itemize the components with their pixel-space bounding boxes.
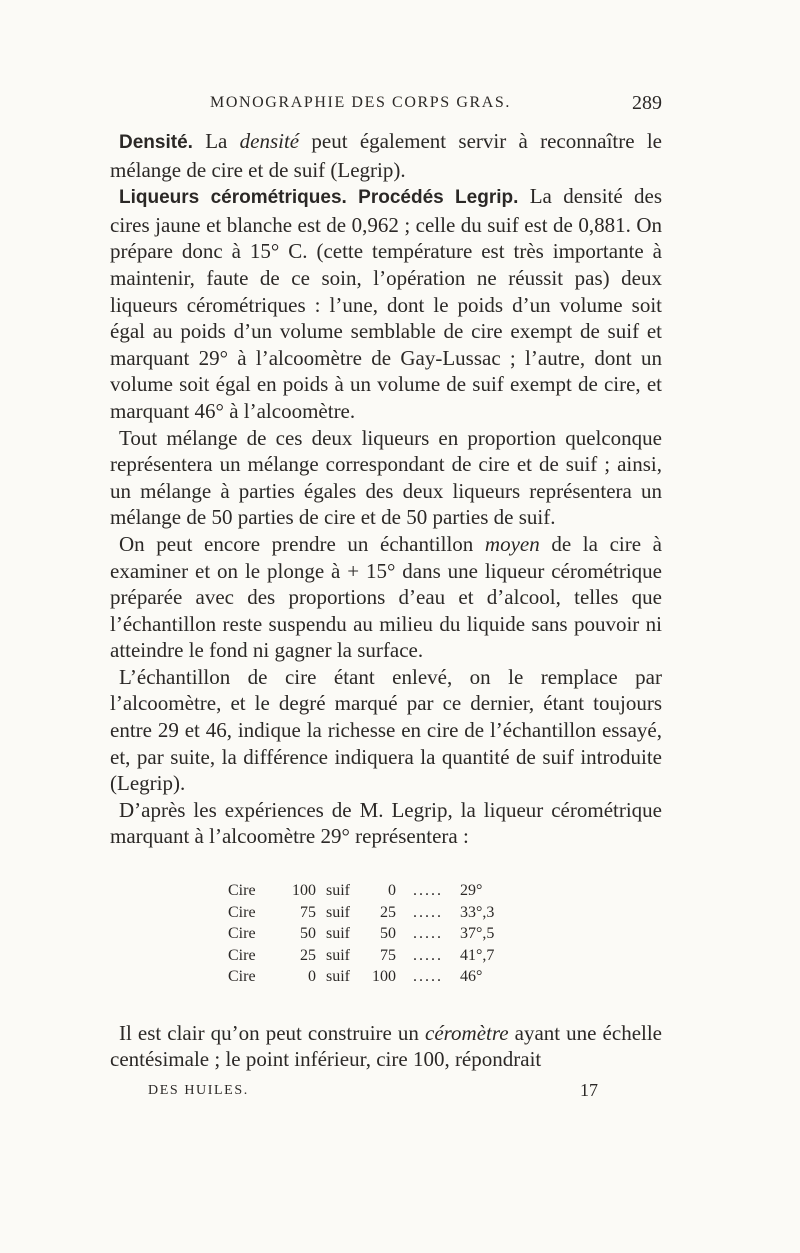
- leader-dots: .....: [413, 946, 443, 964]
- paragraph-experiences: D’après les expériences de M. Legrip, la liqueur cérométrique marquant à l’alcoomètre 29° représentera :: [110, 797, 662, 849]
- emphasis-text: céromètre: [425, 1020, 509, 1045]
- suif-value: 75: [380, 946, 396, 964]
- cire-value: 100: [292, 882, 316, 900]
- paragraph-text: Il est clair qu’on peut construire un: [119, 1020, 425, 1045]
- paragraph-text: peut également servir à reconnaître le mélange de cire et de suif (Legrip).: [110, 129, 662, 182]
- paragraph-melange: Tout mélange de ces deux liqueurs en proportion quelconque représentera un mélange correspondant de cire et de suif ; ainsi, un mélange à parties égales des deux liqueurs représentera un mélange de 50 parties de cire et de 50 parties de suif.: [110, 425, 662, 530]
- cire-value: 50: [300, 925, 316, 943]
- degree-value: 37°,5: [460, 925, 495, 943]
- paragraph-echantillon: [110, 531, 662, 664]
- paragraph-alcoometre: L’échantillon de cire étant enlevé, on le remplace par l’alcoomètre, et le degré marqué par ce dernier, étant toujours entre 29 et 46, indique la richesse en cire de l’échantillon essayé, et, par suite, la différence indiquera la quantité de suif introduite (Legrip).: [110, 664, 662, 796]
- cire-label: Cire: [228, 968, 256, 986]
- cire-value: 0: [308, 968, 316, 986]
- leader-dots: .....: [413, 925, 443, 943]
- leader-dots: .....: [413, 882, 443, 900]
- suif-value: 0: [388, 882, 396, 900]
- page-footer: [148, 1080, 598, 1103]
- paragraph-densite: [110, 128, 662, 183]
- signature-mark: DES HUILES.: [148, 1083, 249, 1098]
- suif-label: suif: [326, 925, 350, 943]
- paragraph-text: La densité des cires jaune et blanche est de 0,962 ; celle du suif est de 0,881. On prépare donc à 15° C. (cette température est très importante à maintenir, faute de ce soin, l’opération ne réussit pas) deux liqueurs cérométriques : l’une, dont le poids d’un volume soit égal au poids d’un volume semblable de cire exempt de suif et marquant 29° à l’alcoomètre de Gay-Lussac ; l’autre, dont un volume soit égal en poids à un volume de suif exempt de cire, et marquant 46° à l’alcoomètre.: [110, 184, 663, 423]
- leader-dots: .....: [413, 968, 443, 986]
- table-row: [228, 880, 500, 902]
- signature-number: 17: [580, 1080, 598, 1100]
- section-heading-liqueurs: Liqueurs cérométriques. Procédés Legrip.: [119, 187, 519, 209]
- cire-label: Cire: [228, 903, 256, 921]
- suif-value: 25: [380, 903, 396, 921]
- paragraph-text: La: [192, 129, 240, 153]
- running-title: MONOGRAPHIE DES CORPS GRAS.: [210, 94, 512, 111]
- suif-value: 50: [380, 925, 396, 943]
- page-body: [110, 128, 662, 1073]
- table-row: [228, 945, 500, 967]
- emphasis-text: moyen: [484, 531, 540, 556]
- leader-dots: .....: [413, 903, 443, 921]
- cire-value: 75: [300, 903, 316, 921]
- table-row: [228, 966, 500, 988]
- suif-label: suif: [326, 968, 350, 986]
- cire-label: Cire: [228, 925, 256, 943]
- paragraph-text: On peut encore prendre un échantillon: [119, 531, 485, 556]
- paragraph-text: ayant une échelle centésimale ; le point inférieur, cire 100, répondrait: [110, 1020, 663, 1072]
- suif-label: suif: [326, 946, 350, 964]
- section-heading-densite: Densité.: [119, 132, 193, 153]
- degree-value: 46°: [460, 968, 483, 986]
- degree-table: [228, 880, 528, 988]
- page-header: [110, 94, 662, 118]
- degree-value: 29°: [460, 882, 483, 900]
- suif-label: suif: [326, 903, 350, 921]
- emphasis-text: densité: [239, 129, 300, 153]
- suif-value: 100: [372, 968, 396, 986]
- degree-value: 33°,3: [460, 903, 495, 921]
- page-number: 289: [632, 92, 662, 114]
- cire-label: Cire: [228, 946, 256, 964]
- degree-value: 41°,7: [460, 946, 495, 964]
- table-row: [228, 902, 500, 924]
- cire-value: 25: [300, 946, 316, 964]
- paragraph-cerometre: [110, 1020, 662, 1073]
- table-row: [228, 923, 500, 945]
- suif-label: suif: [326, 882, 350, 900]
- paragraph-liqueurs: [110, 183, 662, 424]
- cire-label: Cire: [228, 882, 256, 900]
- paragraph-text: de la cire à examiner et on le plonge à + 15° dans une liqueur cérométrique préparée avec des proportions d’eau et d’alcool, telles que l’échantillon reste suspendu au milieu du liquide sans pouvoir ni atteindre le fond ni gagner la surface.: [110, 531, 662, 663]
